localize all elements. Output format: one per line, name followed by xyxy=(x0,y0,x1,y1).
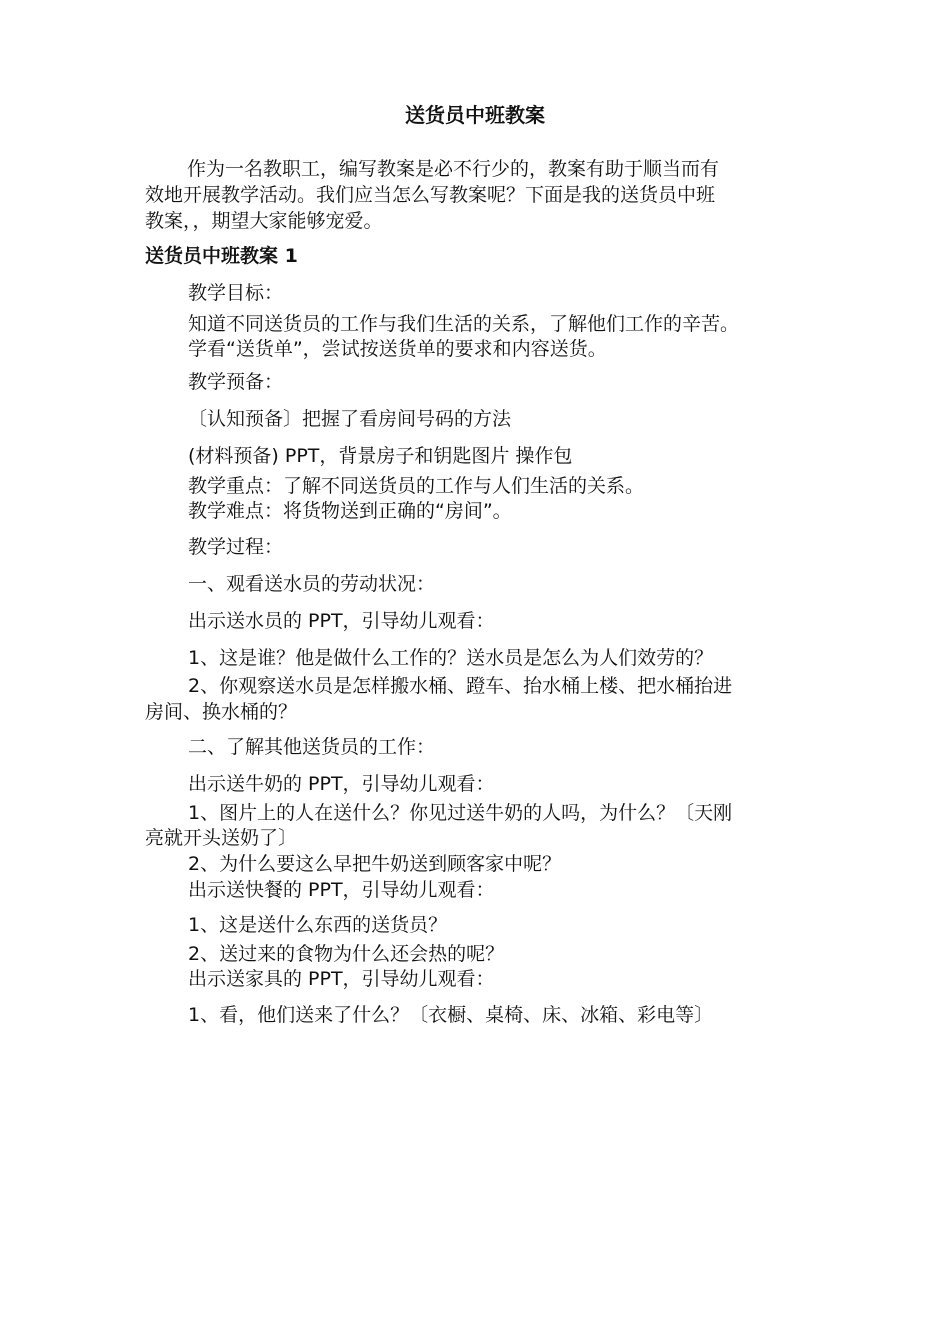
body-line: 2、你观察送水员是怎样搬水桶、蹬车、抬水桶上楼、把水桶抬进 xyxy=(188,675,733,697)
body-line: 房间、换水桶的？ xyxy=(145,701,298,723)
body-line: (材料预备) PPT，背景房子和钥匙图片 操作包 xyxy=(188,445,573,467)
body-line: 学看“送货单”，尝试按送货单的要求和内容送货。 xyxy=(188,338,607,360)
body-line: 1、看，他们送来了什么？〔衣橱、桌椅、床、冰箱、彩电等〕 xyxy=(188,1004,714,1026)
intro-line: 效地开展教学活动。我们应当怎么写教案呢？下面是我的送货员中班 xyxy=(145,184,716,206)
body-line: 出示送快餐的 PPT，引导幼儿观看： xyxy=(188,879,495,901)
body-line: 知道不同送货员的工作与我们生活的关系，了解他们工作的辛苦。 xyxy=(188,313,740,335)
body-line: 2、为什么要这么早把牛奶送到顾客家中呢？ xyxy=(188,853,562,875)
intro-paragraph xyxy=(145,156,800,234)
body-line: 亮就开头送奶了〕 xyxy=(145,827,298,849)
body-line: 1、这是送什么东西的送货员？ xyxy=(188,914,448,936)
body-line: 教学预备： xyxy=(188,371,284,393)
section-heading: 送货员中班教案 1 xyxy=(145,245,298,267)
intro-line: 教案，，期望大家能够宠爱。 xyxy=(145,210,383,232)
body-line: 2、送过来的食物为什么还会热的呢？ xyxy=(188,943,505,965)
body-line: 出示送水员的 PPT，引导幼儿观看： xyxy=(188,610,495,632)
body-line: 教学难点：将货物送到正确的“房间”。 xyxy=(188,500,512,522)
body-line: 教学重点：了解不同送货员的工作与人们生活的关系。 xyxy=(188,475,645,497)
body-line: 〔认知预备〕把握了看房间号码的方法 xyxy=(188,408,512,430)
body-line: 1、这是谁？他是做什么工作的？送水员是怎么为人们效劳的？ xyxy=(188,647,714,669)
body-line: 出示送牛奶的 PPT，引导幼儿观看： xyxy=(188,773,495,795)
body-line: 教学目标： xyxy=(188,282,284,304)
body-line: 1、图片上的人在送什么？你见过送牛奶的人吗，为什么？〔天刚 xyxy=(188,802,733,824)
body-line: 一、观看送水员的劳动状况： xyxy=(188,573,436,595)
body-line: 出示送家具的 PPT，引导幼儿观看： xyxy=(188,968,495,990)
body-line: 二、了解其他送货员的工作： xyxy=(188,736,436,758)
body-line: 教学过程： xyxy=(188,536,284,558)
intro-line: 作为一名教职工，编写教案是必不行少的，教案有助于顺当而有 xyxy=(187,158,720,180)
document-title: 送货员中班教案 xyxy=(405,103,545,127)
